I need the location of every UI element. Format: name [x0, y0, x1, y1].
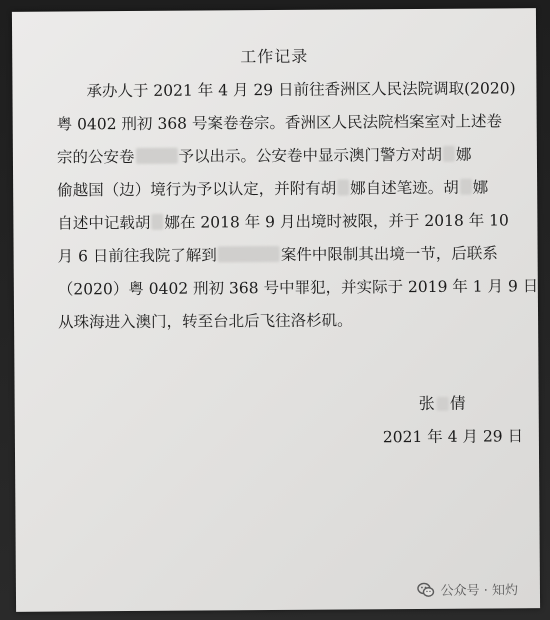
- body-line-5: 自述中记载胡 娜在 2018 年 9 月出境时被限，并于 2018 年 10: [57, 211, 509, 233]
- body-line-3: 宗的公安卷 予以出示。公安卷中显示澳门警方对胡 娜: [56, 145, 472, 167]
- redaction-mark: [460, 179, 472, 195]
- watermark-text: 公众号 · 知灼: [440, 583, 519, 599]
- body-line-2: 粤 0402 刑初 368 号案卷卷宗。香洲区人民法院档案室对上述卷: [56, 112, 503, 134]
- document-date: 2021 年 4 月 29 日: [382, 427, 524, 447]
- document-body: [56, 72, 539, 339]
- body-line-1: 承办人于 2021 年 4 月 29 日前往香洲区人民法院调取(2020): [86, 79, 516, 101]
- body-line-8: 从珠海进入澳门，转至台北后飞往洛杉矶。: [58, 311, 353, 332]
- redaction-mark: [337, 179, 349, 195]
- document-title: 工作记录: [240, 46, 309, 67]
- signature: 张 倩: [418, 393, 467, 414]
- redaction-mark: [151, 214, 163, 230]
- document-page: [12, 8, 540, 612]
- redaction-mark: [437, 397, 449, 411]
- body-line-6: 月 6 日前往我院了解到 案件中限制其出境一节，后联系: [57, 244, 498, 266]
- redaction-mark: [443, 146, 455, 162]
- redaction-mark: [135, 148, 177, 164]
- watermark: [416, 579, 518, 599]
- wechat-icon: [416, 580, 434, 598]
- redaction-mark: [218, 246, 280, 262]
- body-line-4: 偷越国（边）境行为予以认定，并附有胡 娜自述笔迹。胡 娜: [57, 178, 489, 200]
- body-line-7: （2020）粤 0402 刑初 368 号中罪犯，并实际于 2019 年 1 月 9 日: [57, 277, 539, 299]
